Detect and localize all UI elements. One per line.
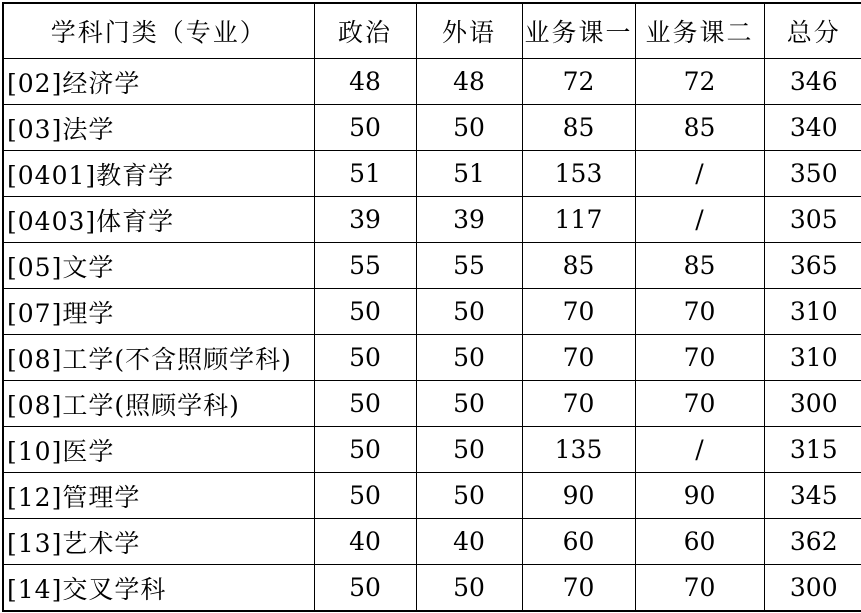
score-cell: 305 (764, 197, 861, 243)
score-cell: 48 (314, 59, 416, 105)
score-cell: 51 (314, 151, 416, 197)
column-header-foreign-language: 外语 (416, 3, 522, 59)
document-page (0, 2, 861, 613)
header-row (3, 3, 861, 59)
table-row (3, 335, 861, 381)
category-cell: [0403]体育学 (3, 197, 314, 243)
score-cell: 315 (764, 427, 861, 473)
score-cell: 70 (635, 335, 764, 381)
score-cell: 70 (522, 335, 635, 381)
table-row (3, 105, 861, 151)
score-cell: / (635, 151, 764, 197)
score-cell: 340 (764, 105, 861, 151)
score-cell: 90 (635, 473, 764, 519)
score-cell: 70 (522, 289, 635, 335)
score-cell: 50 (416, 381, 522, 427)
category-cell: [13]艺术学 (3, 519, 314, 565)
score-cell: 50 (314, 565, 416, 612)
score-cell: 300 (764, 565, 861, 612)
score-cell: 50 (416, 473, 522, 519)
score-cell: 70 (522, 381, 635, 427)
table-row (3, 243, 861, 289)
score-cell: 85 (522, 243, 635, 289)
score-cell: 85 (635, 243, 764, 289)
score-cell: 350 (764, 151, 861, 197)
score-cell: 50 (314, 105, 416, 151)
score-cell: 50 (314, 335, 416, 381)
column-header-total: 总分 (764, 3, 861, 59)
score-cell: 50 (416, 335, 522, 381)
score-cell: 50 (416, 427, 522, 473)
score-cell: 70 (635, 565, 764, 612)
score-cell: 50 (314, 427, 416, 473)
score-cell: 50 (416, 105, 522, 151)
table-row (3, 473, 861, 519)
category-cell: [07]理学 (3, 289, 314, 335)
score-cell: 39 (314, 197, 416, 243)
score-cell: 50 (314, 381, 416, 427)
table-body (3, 59, 861, 612)
column-header-category: 学科门类（专业） (3, 3, 314, 59)
category-cell: [03]法学 (3, 105, 314, 151)
score-cell: 72 (522, 59, 635, 105)
score-cell: 117 (522, 197, 635, 243)
table-row (3, 197, 861, 243)
score-cell: 40 (416, 519, 522, 565)
column-header-course-two: 业务课二 (635, 3, 764, 59)
score-cell: 48 (416, 59, 522, 105)
score-cell: 60 (635, 519, 764, 565)
category-cell: [14]交叉学科 (3, 565, 314, 612)
score-cell: 60 (522, 519, 635, 565)
column-header-politics: 政治 (314, 3, 416, 59)
table-row (3, 289, 861, 335)
score-cell: 345 (764, 473, 861, 519)
score-cell: 300 (764, 381, 861, 427)
table-row (3, 151, 861, 197)
score-cell: 55 (314, 243, 416, 289)
category-cell: [08]工学(照顾学科) (3, 381, 314, 427)
table-row (3, 427, 861, 473)
score-cell: 135 (522, 427, 635, 473)
score-cell: 90 (522, 473, 635, 519)
score-cell: 365 (764, 243, 861, 289)
score-cell: 346 (764, 59, 861, 105)
category-cell: [08]工学(不含照顾学科) (3, 335, 314, 381)
score-cell: 55 (416, 243, 522, 289)
category-cell: [12]管理学 (3, 473, 314, 519)
score-cell: 50 (416, 565, 522, 612)
score-cell: 39 (416, 197, 522, 243)
category-cell: [0401]教育学 (3, 151, 314, 197)
table-row (3, 59, 861, 105)
score-table (2, 2, 861, 612)
score-cell: 72 (635, 59, 764, 105)
score-cell: 50 (314, 289, 416, 335)
category-cell: [05]文学 (3, 243, 314, 289)
score-cell: 70 (635, 289, 764, 335)
score-cell: 70 (635, 381, 764, 427)
column-header-course-one: 业务课一 (522, 3, 635, 59)
table-row (3, 565, 861, 612)
score-cell: / (635, 197, 764, 243)
score-cell: 40 (314, 519, 416, 565)
score-cell: 70 (522, 565, 635, 612)
score-cell: 310 (764, 289, 861, 335)
table-row (3, 519, 861, 565)
category-cell: [02]经济学 (3, 59, 314, 105)
score-cell: 50 (314, 473, 416, 519)
category-cell: [10]医学 (3, 427, 314, 473)
score-cell: 362 (764, 519, 861, 565)
score-cell: 310 (764, 335, 861, 381)
score-cell: 85 (522, 105, 635, 151)
score-cell: 50 (416, 289, 522, 335)
score-cell: / (635, 427, 764, 473)
score-cell: 85 (635, 105, 764, 151)
table-row (3, 381, 861, 427)
score-cell: 153 (522, 151, 635, 197)
score-cell: 51 (416, 151, 522, 197)
